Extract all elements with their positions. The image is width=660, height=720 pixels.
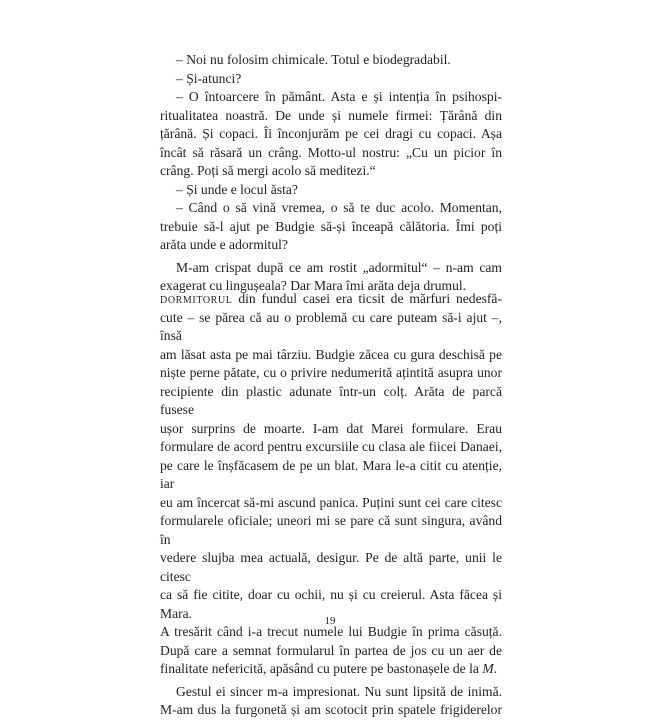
text-line: – Noi nu folosim chimicale. Totul e biodegradabil. bbox=[176, 52, 451, 67]
text-line: – Când o să vină vremea, o să te duc acolo. Momentan, bbox=[176, 200, 502, 215]
text-line: vedere slujba mea actuală, desigur. Pe de altă parte, unii le citesc bbox=[160, 550, 502, 584]
narrative-section bbox=[160, 290, 502, 720]
paragraph bbox=[160, 199, 502, 255]
text-run: . bbox=[493, 661, 498, 676]
text-line: exagerat cu lingușeala? Dar Mara îmi arăta deja drumul. bbox=[160, 278, 467, 293]
text-line: pe care le înșfăcasem de pe un blat. Mara le-a citit cu atenție, iar bbox=[160, 457, 502, 491]
text-line: formulare de acord pentru excursiile cu clasa ale fiicei Danaei, bbox=[160, 439, 502, 454]
paragraph bbox=[160, 70, 502, 89]
paragraph bbox=[160, 51, 502, 70]
text-line bbox=[160, 660, 502, 679]
text-line: formularele oficiale; uneori mi se pare că sunt singura, având în bbox=[160, 513, 502, 547]
text-line: M-am crispat după ce am rostit „adormitul“ – n-am cam bbox=[176, 259, 502, 275]
text-line bbox=[160, 290, 502, 309]
text-line: După care a semnat formularul în partea de jos cu un aer de bbox=[160, 642, 502, 658]
text-line: ca să fie citite, doar cu ochii, nu și cu creierul. Asta făcea și Mara. bbox=[160, 587, 502, 621]
text-line: am lăsat asta pe mai târziu. Budgie zăcea cu gura deschisă pe bbox=[160, 346, 502, 362]
page-number: 19 bbox=[324, 615, 336, 627]
text-line: arăta unde e adormitul? bbox=[160, 237, 288, 252]
text-run: din fundul casei era ticsit de mărfuri nedesfă- bbox=[232, 291, 502, 306]
section-lead-word: dormitorul bbox=[160, 291, 233, 306]
text-line: M-am dus la furgonetă și am scotocit prin spatele frigiderelor bbox=[160, 702, 502, 717]
text-line: recipiente din plastic adunate într-un colț. Arăta de parcă fusese bbox=[160, 383, 502, 417]
text-line: țărână. Și copaci. Îi înconjurăm pe cei dragi cu copaci. Așa bbox=[160, 126, 502, 141]
paragraph bbox=[160, 181, 502, 200]
text-line: – Și unde e locul ăsta? bbox=[176, 181, 298, 197]
text-line: – Și-atunci? bbox=[176, 70, 242, 86]
text-line: eu am încercat să-mi ascund panica. Puțini sunt cei care citesc bbox=[160, 494, 502, 510]
text-line: A tresărit când i-a trecut numele lui Budgie în prima căsuță. bbox=[160, 624, 502, 639]
paragraph bbox=[160, 683, 502, 720]
text-line: – O întoarcere în pământ. Asta e și intenția în psihospi- bbox=[176, 89, 502, 104]
text-line: încât să răsară un crâng. Motto-ul nostru: „Cu un picior în bbox=[160, 144, 502, 160]
text-run: finalitate nefericită, apăsând cu putere pe bastonașele de la bbox=[160, 661, 483, 676]
italic-letter: M bbox=[482, 661, 494, 676]
text-line: Gestul ei sincer m-a impresionat. Nu sunt lipsită de inimă. bbox=[176, 683, 502, 699]
text-line: cute – se părea că au o problemă cu care puteam să-i ajut –, însă bbox=[160, 309, 502, 343]
text-line: ușor surprins de moarte. I-am dat Marei formulare. Erau bbox=[160, 420, 502, 436]
text-line: crâng. Poți să mergi acolo să meditezi.“ bbox=[160, 163, 376, 178]
dialogue-section bbox=[160, 51, 502, 296]
text-line: niște perne pătate, cu o privire nedumerită ațintită asupra unor bbox=[160, 365, 502, 380]
paragraph bbox=[160, 88, 502, 181]
text-line: trebuie să-l ajut pe Budgie să-și înceapă călătoria. Îmi poți bbox=[160, 218, 502, 234]
text-line: ritualitatea noastră. De unde și numele firmei: Țărână din bbox=[160, 107, 502, 123]
